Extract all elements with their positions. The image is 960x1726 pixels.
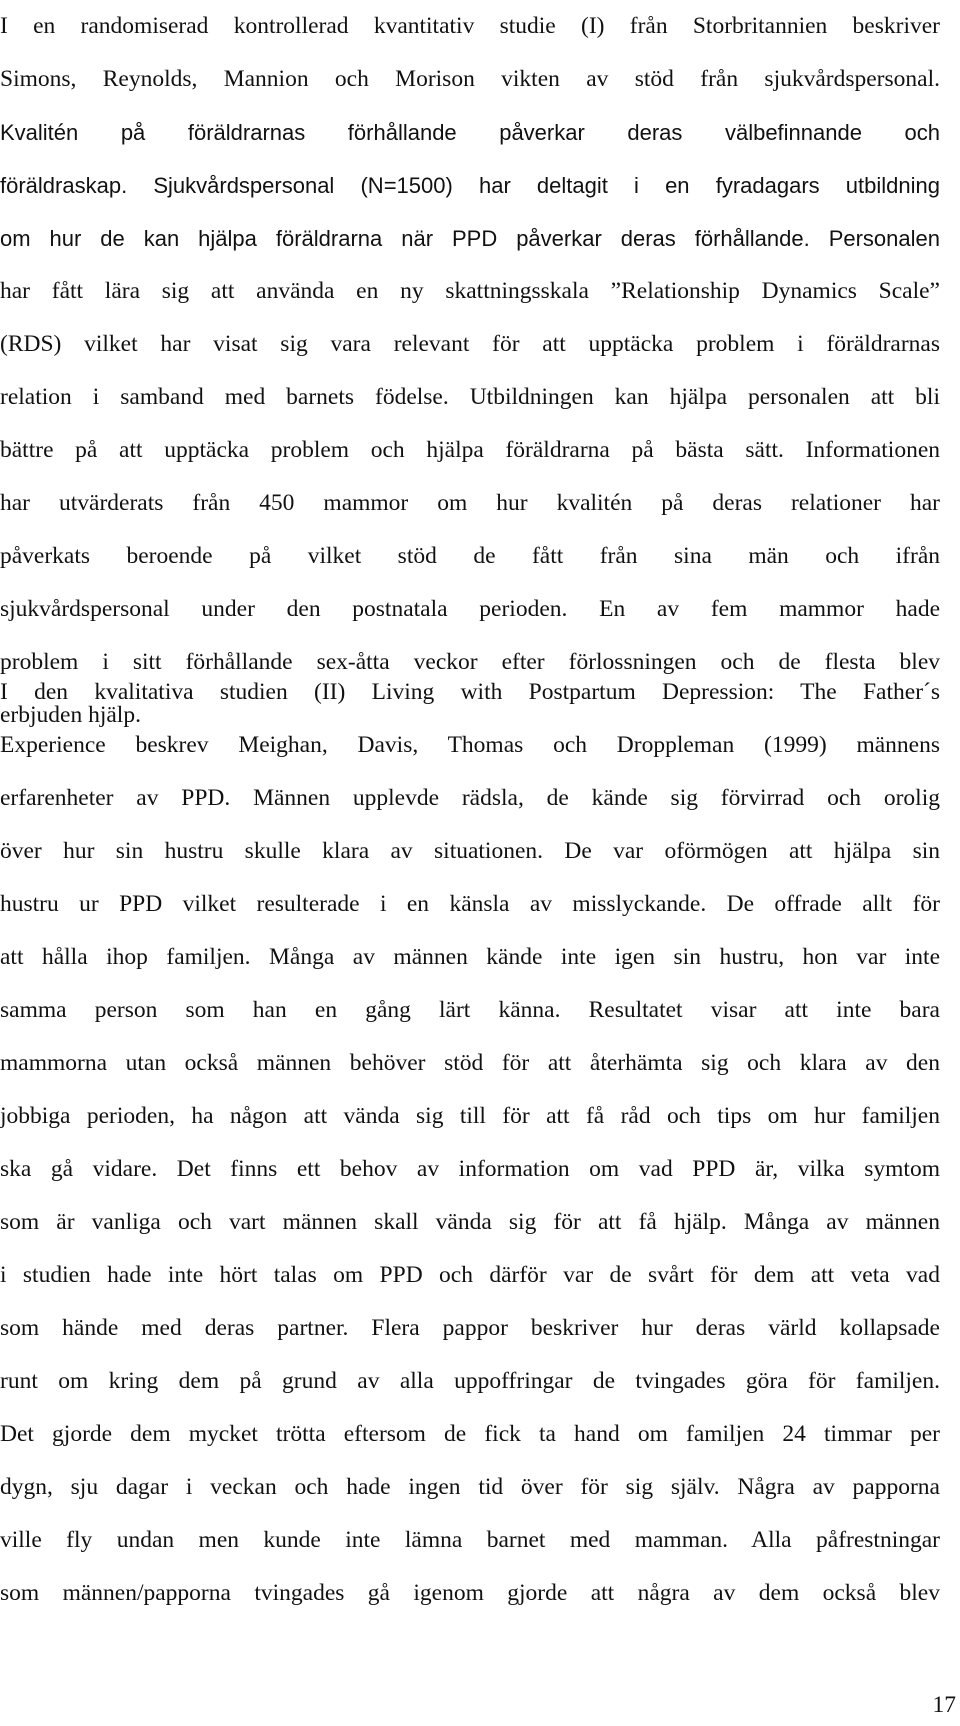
text-line: påverkats beroende på vilket stöd de fått från sina män och ifrån: [0, 543, 940, 569]
text-line: (RDS) vilket har visat sig vara relevant för att upptäcka problem i föräldrarnas: [0, 331, 940, 357]
text-line: har fått lära sig att använda en ny skattningsskala ”Relationship Dynamics Scale”: [0, 278, 940, 304]
text-line: dygn, sju dagar i veckan och hade ingen tid över för sig själv. Några av papporna: [0, 1474, 940, 1500]
text-line: ska gå vidare. Det finns ett behov av information om vad PPD är, vilka symtom: [0, 1156, 940, 1182]
text-line: erfarenheter av PPD. Männen upplevde rädsla, de kände sig förvirrad och orolig: [0, 785, 940, 811]
text-line: Det gjorde dem mycket trötta eftersom de fick ta hand om familjen 24 timmar per: [0, 1421, 940, 1447]
text-line: runt om kring dem på grund av alla uppoffringar de tvingades göra för familjen.: [0, 1368, 940, 1394]
text-line: hustru ur PPD vilket resulterade i en känsla av misslyckande. De offrade allt för: [0, 891, 940, 917]
text-line: över hur sin hustru skulle klara av situationen. De var oförmögen att hjälpa sin: [0, 838, 940, 864]
text-line: föräldraskap. Sjukvårdspersonal (N=1500) har deltagit i en fyradagars utbildning: [0, 173, 940, 198]
text-line: relation i samband med barnets födelse. Utbildningen kan hjälpa personalen att bli: [0, 384, 940, 410]
text-line: som är vanliga och vart männen skall vända sig för att få hjälp. Många av männen: [0, 1209, 940, 1235]
text-line: sjukvårdspersonal under den postnatala perioden. En av fem mammor hade: [0, 596, 940, 622]
text-line: att hålla ihop familjen. Många av männen kände inte igen sin hustru, hon var inte: [0, 944, 940, 970]
text-line: jobbiga perioden, ha någon att vända sig till för att få råd och tips om hur familjen: [0, 1103, 940, 1129]
text-line: om hur de kan hjälpa föräldrarna när PPD påverkar deras förhållande. Personalen: [0, 226, 940, 251]
text-line: har utvärderats från 450 mammor om hur kvalitén på deras relationer har: [0, 490, 940, 516]
text-line: bättre på att upptäcka problem och hjälpa föräldrarna på bästa sätt. Informationen: [0, 437, 940, 463]
text-line: Simons, Reynolds, Mannion och Morison vikten av stöd från sjukvårdspersonal.: [0, 66, 940, 92]
page-number: 17: [932, 1692, 956, 1718]
text-line: problem i sitt förhållande sex-åtta veckor efter förlossningen och de flesta blev: [0, 649, 940, 675]
text-line: I en randomiserad kontrollerad kvantitativ studie (I) från Storbritannien beskriver: [0, 13, 940, 39]
text-line: i studien hade inte hört talas om PPD och därför var de svårt för dem att veta vad: [0, 1262, 940, 1288]
text-line: samma person som han en gång lärt känna. Resultatet visar att inte bara: [0, 997, 940, 1023]
text-line: I den kvalitativa studien (II) Living with Postpartum Depression: The Father´s: [0, 679, 940, 705]
text-line: Experience beskrev Meighan, Davis, Thomas och Droppleman (1999) männens: [0, 732, 940, 758]
text-line: som hände med deras partner. Flera pappor beskriver hur deras värld kollapsade: [0, 1315, 940, 1341]
text-line: ville fly undan men kunde inte lämna barnet med mamman. Alla påfrestningar: [0, 1527, 940, 1553]
paragraph-qualitative-study: [0, 666, 940, 1620]
text-line: som männen/papporna tvingades gå igenom gjorde att några av dem också blev: [0, 1580, 940, 1606]
text-line: mammorna utan också männen behöver stöd för att återhämta sig och klara av den: [0, 1050, 940, 1076]
text-line: Kvalitén på föräldrarnas förhållande påverkar deras välbefinnande och: [0, 120, 940, 145]
text-line: erbjuden hjälp.: [0, 702, 141, 728]
paragraph-quantitative-study: [0, 0, 940, 742]
